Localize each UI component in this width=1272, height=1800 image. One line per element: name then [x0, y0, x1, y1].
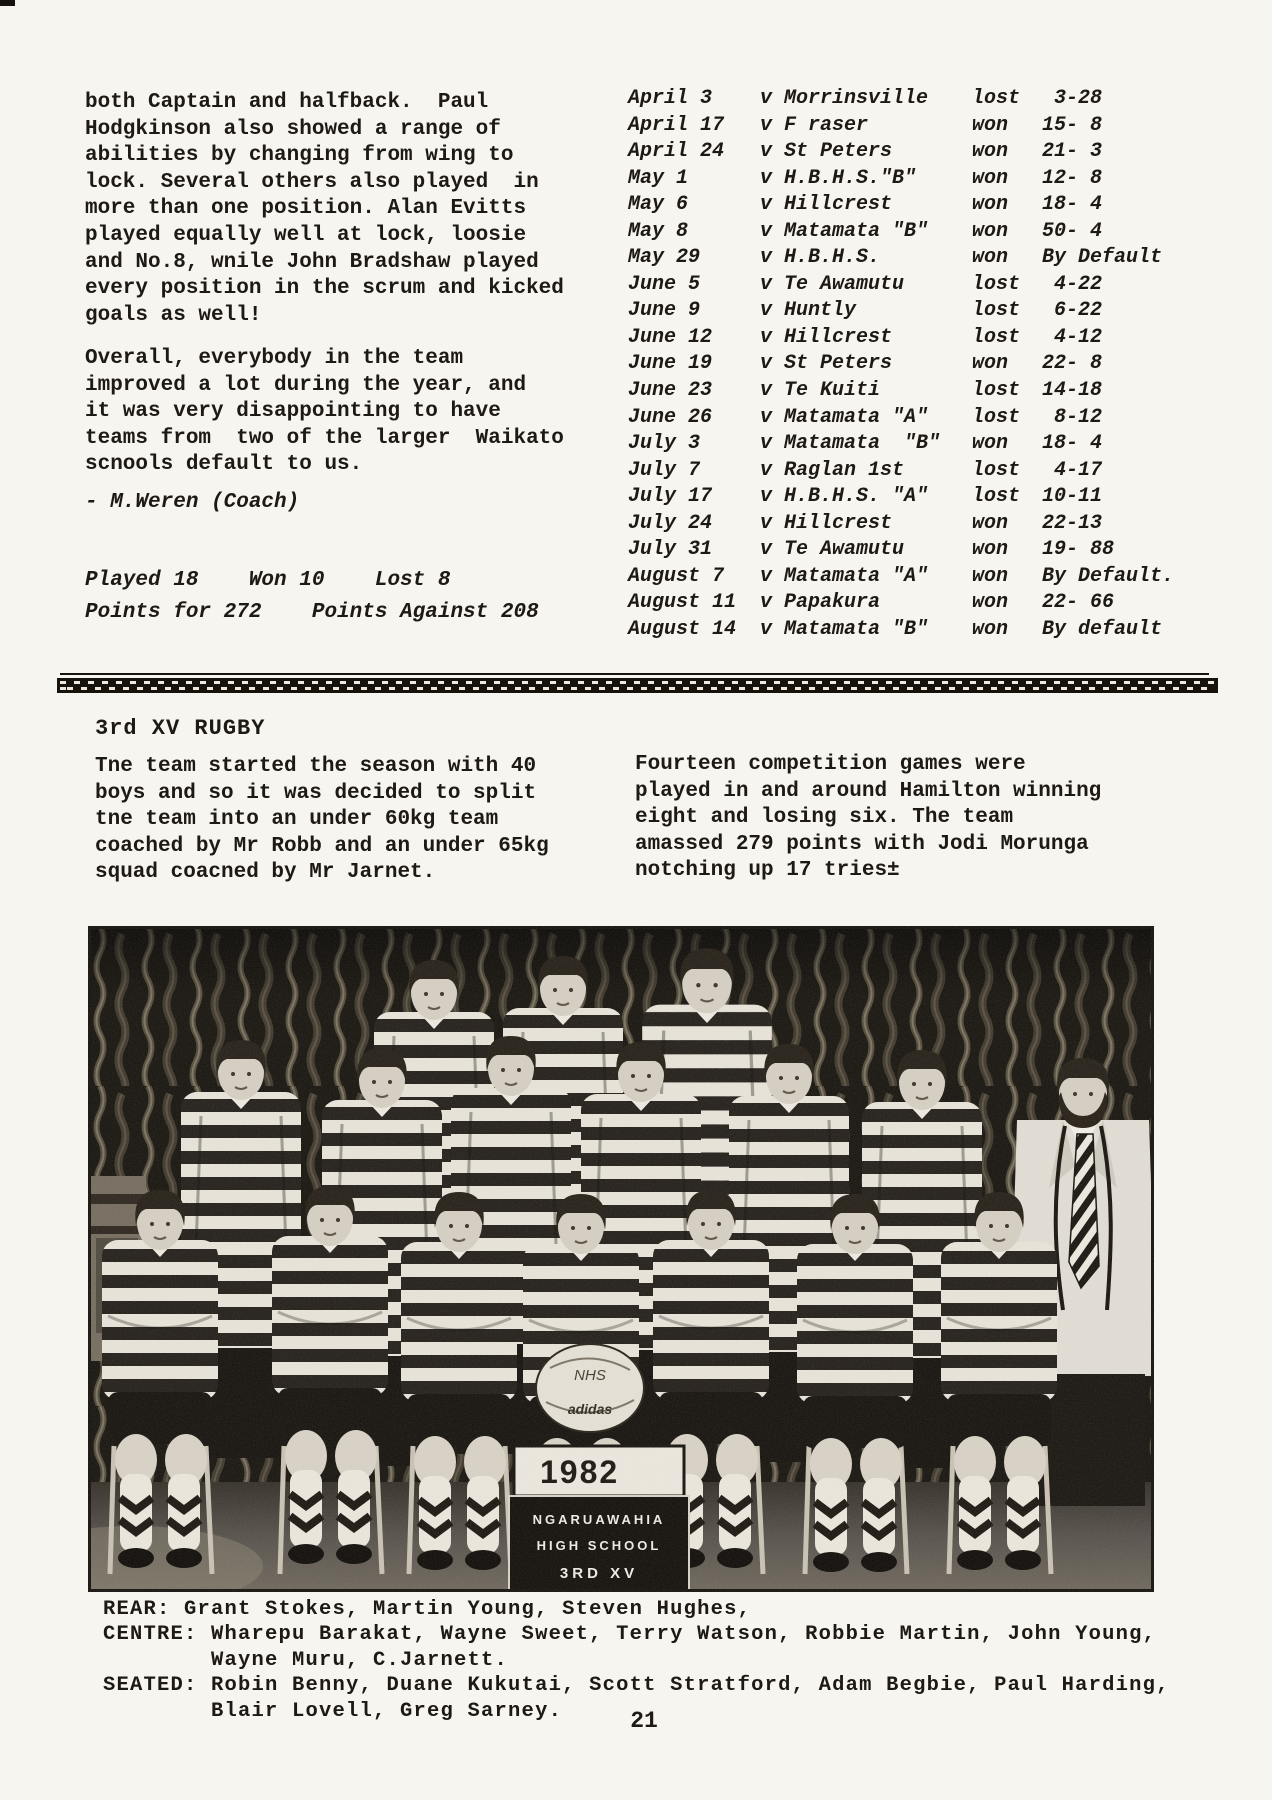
result-date: May 1 — [628, 166, 689, 190]
result-row — [628, 378, 1174, 405]
text-line: boys and so it was decided to split — [95, 781, 537, 805]
result-date: August 11 — [628, 591, 737, 615]
text-line: and No.8, wnile John Bradshaw played — [85, 250, 539, 274]
report-paragraph-1 — [85, 90, 564, 329]
result-date: June 26 — [628, 405, 713, 429]
result-score: 22- 8 — [1042, 352, 1103, 376]
result-opponent: v Huntly — [760, 299, 857, 323]
3rd-xv-paragraph-left — [95, 754, 549, 887]
page-number: 21 — [630, 1708, 658, 1734]
result-opponent: v Hillcrest — [760, 193, 893, 217]
result-score: 22-13 — [1042, 511, 1103, 535]
result-result: lost — [972, 272, 1021, 296]
result-result: lost — [972, 379, 1021, 403]
text-line: SEATED: Robin Benny, Duane Kukutai, Scott Stratford, Adam Begbie, Paul Harding, — [103, 1674, 1170, 1698]
result-opponent: v Matamata "A" — [760, 405, 929, 429]
result-score: By Default — [1042, 246, 1163, 270]
report-paragraph-2 — [85, 346, 564, 479]
result-result: won — [972, 538, 1009, 562]
result-score: 10-11 — [1042, 485, 1103, 509]
result-score: 3-28 — [1042, 87, 1103, 110]
result-result: won — [972, 113, 1009, 137]
sign-school-text-2: HIGH SCHOOL — [536, 1538, 662, 1553]
text-line: amassed 279 points with Jodi Morunga — [635, 832, 1089, 856]
result-opponent: v F raser — [760, 113, 869, 137]
result-result: won — [972, 352, 1009, 376]
text-line: Tne team started the season with 40 — [95, 755, 537, 778]
result-opponent: v St Peters — [760, 352, 893, 376]
result-opponent: v Te Awamutu — [760, 272, 905, 296]
result-date: August 7 — [628, 564, 725, 588]
text-line: eight and losing six. The team — [635, 806, 1014, 830]
text-line: abilities by changing from wing to — [85, 144, 514, 168]
result-result: won — [972, 193, 1009, 217]
result-date: August 14 — [628, 617, 737, 641]
result-row — [628, 431, 1174, 458]
result-date: July 3 — [628, 432, 701, 456]
text-line: coached by Mr Robb and an under 65kg — [95, 834, 549, 858]
result-result: lost — [972, 458, 1021, 482]
result-row — [628, 139, 1174, 166]
result-result: lost — [972, 299, 1021, 323]
result-result: won — [972, 219, 1009, 243]
coach-credit: - M.Weren (Coach) — [85, 491, 300, 514]
results-table — [628, 86, 1174, 643]
result-date: July 31 — [628, 538, 713, 562]
result-opponent: v Matamata "B" — [760, 617, 929, 641]
result-date: July 7 — [628, 458, 701, 482]
sign-year-text: 1982 — [540, 1454, 620, 1490]
result-date: May 6 — [628, 193, 689, 217]
result-date: May 8 — [628, 219, 689, 243]
result-date: July 24 — [628, 511, 713, 535]
text-line: it was very disappointing to have — [85, 400, 501, 424]
result-result: won — [972, 511, 1009, 535]
result-opponent: v H.B.H.S."B" — [760, 166, 917, 190]
result-opponent: v Raglan 1st — [760, 458, 905, 482]
photo-caption — [103, 1597, 1170, 1724]
result-row — [628, 351, 1174, 378]
result-score: 8-12 — [1042, 405, 1103, 429]
sign-school-text-1: NGARUAWAHIA — [532, 1512, 666, 1527]
text-line: REAR: Grant Stokes, Martin Young, Steven Hughes, — [103, 1598, 752, 1621]
result-score: 18- 4 — [1042, 193, 1103, 217]
result-opponent: v Hillcrest — [760, 511, 893, 535]
result-result: won — [972, 564, 1009, 588]
result-score: By Default. — [1042, 564, 1175, 588]
result-score: 19- 88 — [1042, 538, 1115, 562]
result-result: lost — [972, 87, 1021, 110]
ball-brand-text: adidas — [567, 1401, 613, 1417]
text-line: more than one position. Alan Evitts — [85, 197, 527, 221]
scan-artifact — [0, 0, 15, 6]
result-row — [628, 298, 1174, 325]
text-line: Fourteen competition games were — [635, 753, 1026, 776]
text-line: Wayne Muru, C.Jarnett. — [103, 1648, 509, 1672]
result-result: lost — [972, 325, 1021, 349]
result-opponent: v H.B.H.S. "A" — [760, 485, 929, 509]
text-line: every position in the scrum and kicked — [85, 277, 564, 301]
text-line: both Captain and halfback. Paul — [85, 91, 489, 114]
text-line: played equally well at lock, loosie — [85, 223, 527, 247]
result-score: 21- 3 — [1042, 140, 1103, 164]
result-row — [628, 590, 1174, 617]
result-score: 6-22 — [1042, 299, 1103, 323]
result-opponent: v Te Awamutu — [760, 538, 905, 562]
result-result: won — [972, 617, 1009, 641]
result-score: 22- 66 — [1042, 591, 1115, 615]
result-date: April 17 — [628, 113, 725, 137]
text-line: scnools default to us. — [85, 453, 363, 477]
result-row — [628, 617, 1174, 644]
sign-team-text: 3RD XV — [559, 1565, 639, 1582]
result-row — [628, 272, 1174, 299]
text-line: tne team into an under 60kg team — [95, 808, 499, 832]
result-date: May 29 — [628, 246, 701, 270]
result-result: won — [972, 591, 1009, 615]
result-date: June 23 — [628, 379, 713, 403]
text-line: teams from two of the larger Waikato — [85, 426, 564, 450]
result-score: 4-22 — [1042, 272, 1103, 296]
result-row — [628, 537, 1174, 564]
result-score: 15- 8 — [1042, 113, 1103, 137]
result-row — [628, 484, 1174, 511]
text-line: Overall, everybody in the team — [85, 347, 464, 370]
result-row — [628, 86, 1174, 113]
text-line: played in and around Hamilton winning — [635, 779, 1102, 803]
result-score: 4-17 — [1042, 458, 1103, 482]
result-result: won — [972, 246, 1009, 270]
result-row — [628, 325, 1174, 352]
3rd-xv-paragraph-right — [635, 752, 1101, 885]
section-heading-3rd-xv: 3rd XV RUGBY — [95, 716, 266, 741]
result-opponent: v Matamata "B" — [760, 219, 929, 243]
result-opponent: v Morrinsville — [760, 87, 929, 110]
result-date: July 17 — [628, 485, 713, 509]
result-date: April 24 — [628, 140, 725, 164]
result-opponent: v H.B.H.S. — [760, 246, 881, 270]
season-record-line-1: Played 18 Won 10 Lost 8 — [85, 569, 451, 592]
result-date: April 3 — [628, 87, 713, 110]
result-row — [628, 113, 1174, 140]
text-line: lock. Several others also played in — [85, 170, 539, 194]
result-score: 4-12 — [1042, 325, 1103, 349]
result-row — [628, 219, 1174, 246]
section-divider — [57, 673, 1218, 693]
text-line: squad coacned by Mr Jarnet. — [95, 861, 436, 885]
text-line: Blair Lovell, Greg Sarney. — [103, 1699, 563, 1723]
result-opponent: v Hillcrest — [760, 325, 893, 349]
result-row — [628, 564, 1174, 591]
result-score: 14-18 — [1042, 379, 1103, 403]
season-record-line-2: Points for 272 Points Against 208 — [85, 601, 539, 624]
result-result: lost — [972, 485, 1021, 509]
result-opponent: v Matamata "A" — [760, 564, 929, 588]
result-row — [628, 458, 1174, 485]
result-score: By default — [1042, 617, 1163, 641]
result-score: 12- 8 — [1042, 166, 1103, 190]
result-result: lost — [972, 405, 1021, 429]
result-score: 18- 4 — [1042, 432, 1103, 456]
result-row — [628, 192, 1174, 219]
result-row — [628, 166, 1174, 193]
team-photo — [88, 926, 1154, 1592]
text-line: improved a lot during the year, and — [85, 373, 527, 397]
photo-grain-overlay — [88, 926, 1154, 1592]
result-date: June 5 — [628, 272, 701, 296]
text-line: CENTRE: Wharepu Barakat, Wayne Sweet, Terry Watson, Robbie Martin, John Young, — [103, 1623, 1157, 1647]
result-date: June 12 — [628, 325, 713, 349]
result-opponent: v Te Kuiti — [760, 379, 881, 403]
result-opponent: v St Peters — [760, 140, 893, 164]
result-row — [628, 245, 1174, 272]
result-score: 50- 4 — [1042, 219, 1103, 243]
result-date: June 9 — [628, 299, 701, 323]
text-line: Hodgkinson also showed a range of — [85, 117, 501, 141]
text-line: goals as well! — [85, 303, 262, 327]
result-result: won — [972, 432, 1009, 456]
result-result: won — [972, 140, 1009, 164]
result-opponent: v Papakura — [760, 591, 881, 615]
result-row — [628, 511, 1174, 538]
result-date: June 19 — [628, 352, 713, 376]
text-line: notching up 17 tries± — [635, 859, 900, 883]
result-result: won — [972, 166, 1009, 190]
result-opponent: v Matamata "B" — [760, 432, 941, 456]
result-row — [628, 405, 1174, 432]
ball-mark-text: NHS — [574, 1367, 606, 1384]
